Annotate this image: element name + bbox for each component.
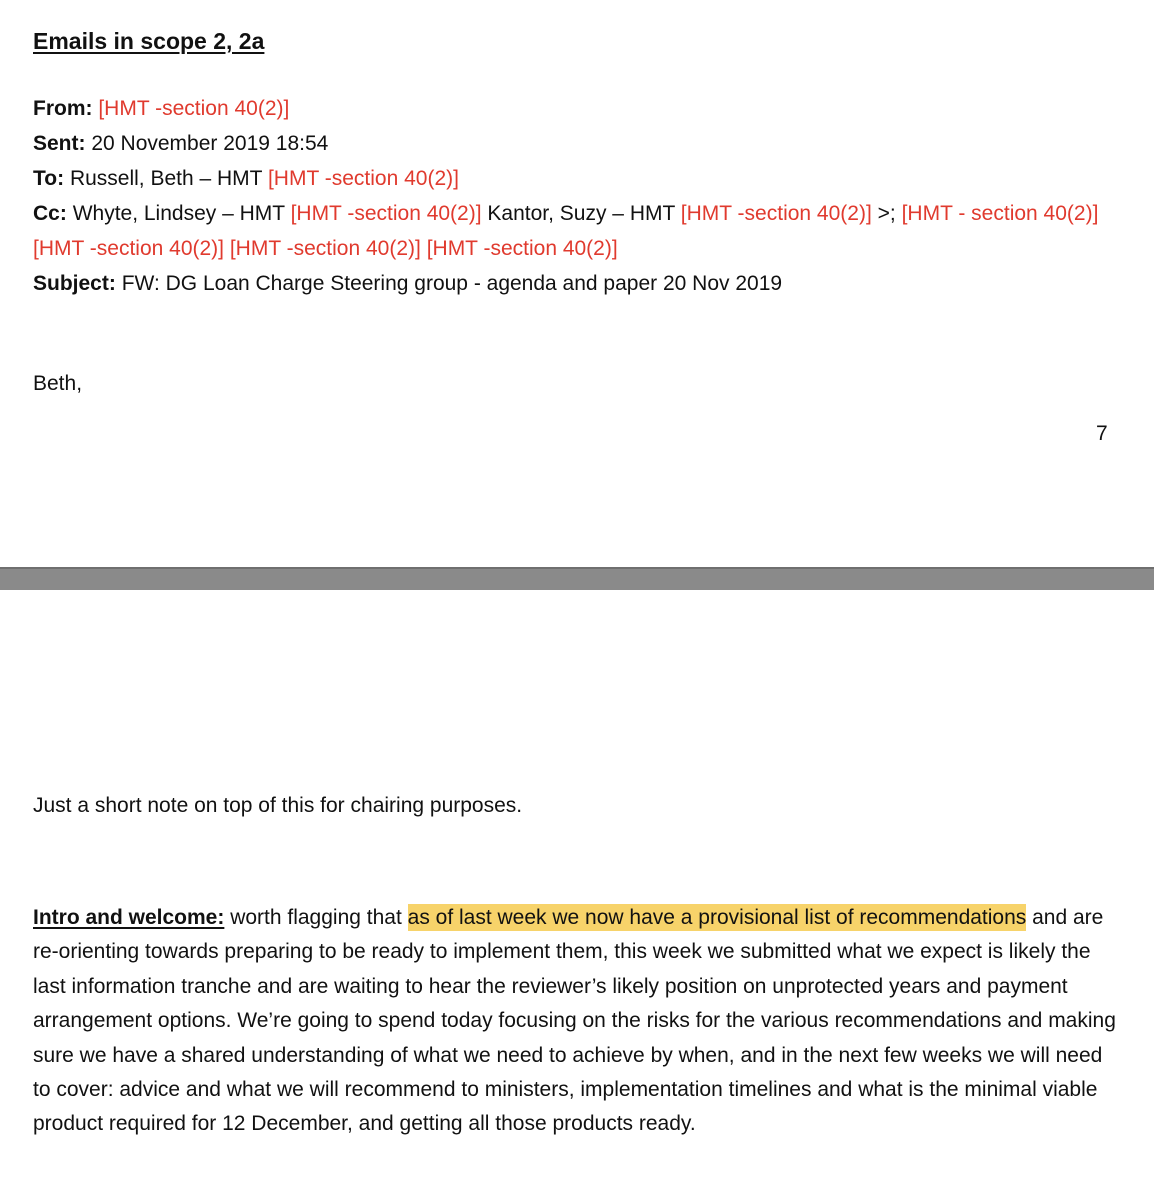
cc-name-1: Whyte, Lindsey – HMT	[72, 202, 285, 225]
subject-line	[33, 266, 1123, 301]
subject-label: Subject:	[33, 272, 116, 295]
cc-redaction-4: [HMT -section 40(2)]	[33, 237, 224, 260]
to-label: To:	[33, 167, 65, 190]
section-heading: Emails in scope 2, 2a	[33, 28, 265, 54]
sent-value: 20 November 2019 18:54	[91, 132, 329, 155]
cc-redaction-2: [HMT -section 40(2)]	[680, 202, 872, 225]
from-line	[33, 91, 1123, 126]
cc-redaction-3: [HMT - section 40(2)]	[901, 202, 1099, 225]
intro-text-after: and are re-orienting towards preparing to be ready to implement them, this week we submitted what we expect is likely the last information tranche and are waiting to hear the reviewer’s likely position on unprotected years and payment arrangement options. We’re going to spend today focusing on the risks for the various recommendations and making sure we have a shared understanding of what we need to achieve by when, and in the next few weeks we will need to cover: advice and what we will recommend to ministers, implementation timelines and what is the minimal viable product required for 12 December, and getting all those products ready.	[33, 906, 1116, 1136]
subject-value: FW: DG Loan Charge Steering group - agenda and paper 20 Nov 2019	[121, 272, 783, 295]
from-label: From:	[33, 97, 93, 120]
intro-label: Intro and welcome:	[33, 906, 225, 929]
to-redaction: [HMT -section 40(2)]	[267, 167, 459, 190]
highlighted-text: as of last week we now have a provisional list of recommendations	[407, 906, 1027, 929]
to-line	[33, 161, 1123, 196]
sent-line	[33, 126, 1123, 161]
cc-redaction-6: [HMT -section 40(2)]	[426, 237, 618, 260]
email-header	[33, 91, 1123, 301]
document-page-upper	[0, 0, 1154, 567]
cc-label: Cc:	[33, 202, 67, 225]
sent-label: Sent:	[33, 132, 86, 155]
intro-paragraph	[33, 901, 1118, 1142]
cc-redaction-5: [HMT -section 40(2)]	[229, 237, 421, 260]
to-value: Russell, Beth – HMT	[69, 167, 263, 190]
cc-name-2: Kantor, Suzy – HMT	[487, 202, 675, 225]
cc-redaction-1: [HMT -section 40(2)]	[290, 202, 482, 225]
cc-line	[33, 196, 1123, 266]
greeting: Beth,	[33, 372, 83, 395]
page-number: 7	[1096, 422, 1108, 445]
intro-text-before: worth flagging that	[224, 906, 408, 929]
from-redaction: [HMT -section 40(2)]	[98, 97, 290, 120]
cc-separator: >;	[877, 202, 896, 225]
chairing-note: Just a short note on top of this for chairing purposes.	[33, 794, 523, 817]
page-break	[0, 567, 1154, 590]
